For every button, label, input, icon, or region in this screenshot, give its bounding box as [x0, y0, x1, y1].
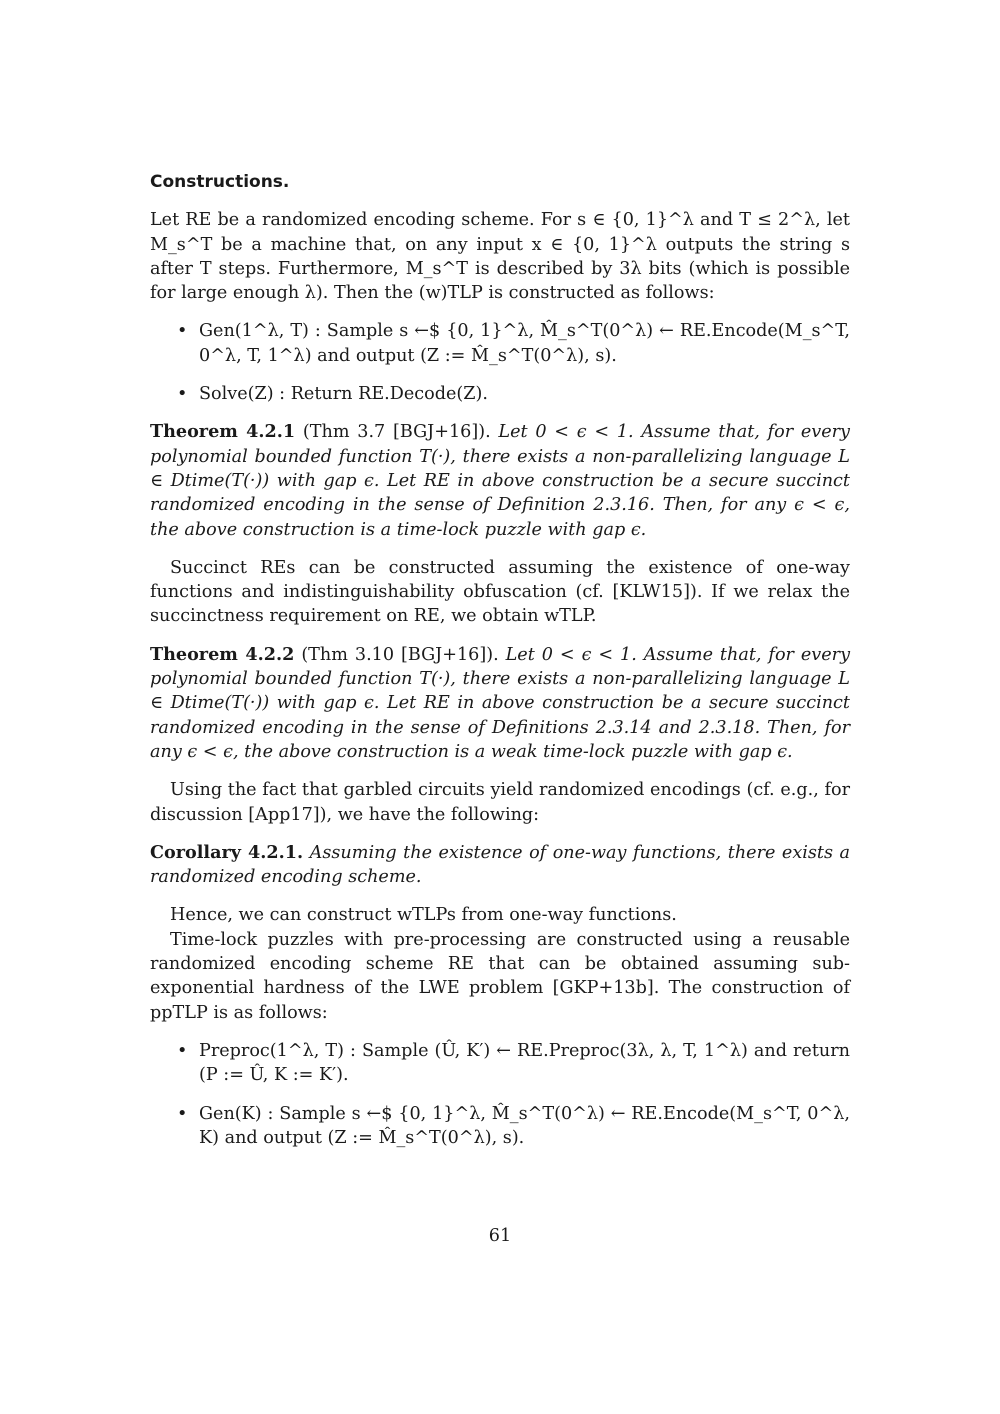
intro-paragraph: Let RE be a randomized encoding scheme. For s ∈ {0, 1}^λ and T ≤ 2^λ, let M_s^T be a machine that, on any input x ∈ {0, 1}^λ outputs the string s after T steps. Furthermore, M_s^T is described by 3λ bits (which is possible for large enough λ). Then the (w)TLP is constructed as follows: [150, 210, 850, 304]
construction-list [150, 319, 850, 406]
theorem-4-2-2 [150, 643, 850, 764]
theorem-reference: (Thm 3.7 [BGJ+16]). [302, 422, 491, 443]
list-item-solve: • Solve(Z) : Return RE.Decode(Z). [150, 382, 850, 406]
list-item-gen: • Gen(1^λ, T) : Sample s ←$ {0, 1}^λ, M̂_s^T(0^λ) ← RE.Encode(M_s^T, 0^λ, T, 1^λ) and output (Z := M̂_s^T(0^λ), s). [150, 319, 850, 368]
section-title: Constructions. [150, 172, 290, 192]
page-number: 61 [488, 1226, 512, 1246]
pptlp-list [150, 1039, 850, 1150]
paragraph-succinct: Succinct REs can be constructed assuming the existence of one-way functions and indistinguishability obfuscation (cf. [KLW15]). If we relax the succinctness requirement on RE, we obtain wTLP. [150, 557, 850, 627]
list-item-gen-k: • Gen(K) : Sample s ←$ {0, 1}^λ, M̂_s^T(0^λ) ← RE.Encode(M_s^T, 0^λ, K) and output (Z := M̂_s^T(0^λ), s). [150, 1102, 850, 1151]
paragraph-hence: Hence, we can construct wTLPs from one-way functions. [170, 905, 677, 926]
theorem-body: Let 0 < ϵ < 1. Assume that, for every polynomial bounded function T(·), there exists a non-parallelizing language L ∈ Dtime(T(·)) with gap ϵ. Let RE in above construction be a secure succinct randomized encoding in the sense of Definition 2.3.16. Then, for any ϵ < ϵ, the above construction is a time-lock puzzle with gap ϵ. [150, 422, 850, 540]
list-item-preproc: • Preproc(1^λ, T) : Sample (Û, K′) ← RE.Preproc(3λ, λ, T, 1^λ) and return (P := Û, K := K′). [150, 1039, 850, 1088]
corollary-body: Assuming the existence of one-way functions, there exists a randomized encoding scheme. [150, 842, 850, 888]
theorem-4-2-1 [150, 420, 850, 541]
page-content [150, 170, 850, 1164]
theorem-heading: Theorem 4.2.2 [150, 643, 295, 665]
paragraph-garbled: Using the fact that garbled circuits yield randomized encodings (cf. e.g., for discussion [App17]), we have the following: [150, 780, 850, 825]
corollary-heading: Corollary 4.2.1. [150, 841, 304, 863]
theorem-body: Let 0 < ϵ < 1. Assume that, for every polynomial bounded function T(·), there exists a non-parallelizing language L ∈ Dtime(T(·)) with gap ϵ. Let RE in above construction be a secure succinct randomized encoding in the sense of Definitions 2.3.14 and 2.3.18. Then, for any ϵ < ϵ, the above construction is a weak time-lock puzzle with gap ϵ. [150, 644, 851, 762]
corollary-4-2-1 [150, 841, 850, 890]
theorem-reference: (Thm 3.10 [BGJ+16]). [301, 644, 499, 665]
theorem-heading: Theorem 4.2.1 [150, 421, 296, 443]
paragraph-preprocessing: Time-lock puzzles with pre-processing are constructed using a reusable randomized encoding scheme RE that can be obtained assuming sub-exponential hardness of the LWE problem [GKP+13b]. The construction of ppTLP is as follows: [150, 929, 850, 1023]
